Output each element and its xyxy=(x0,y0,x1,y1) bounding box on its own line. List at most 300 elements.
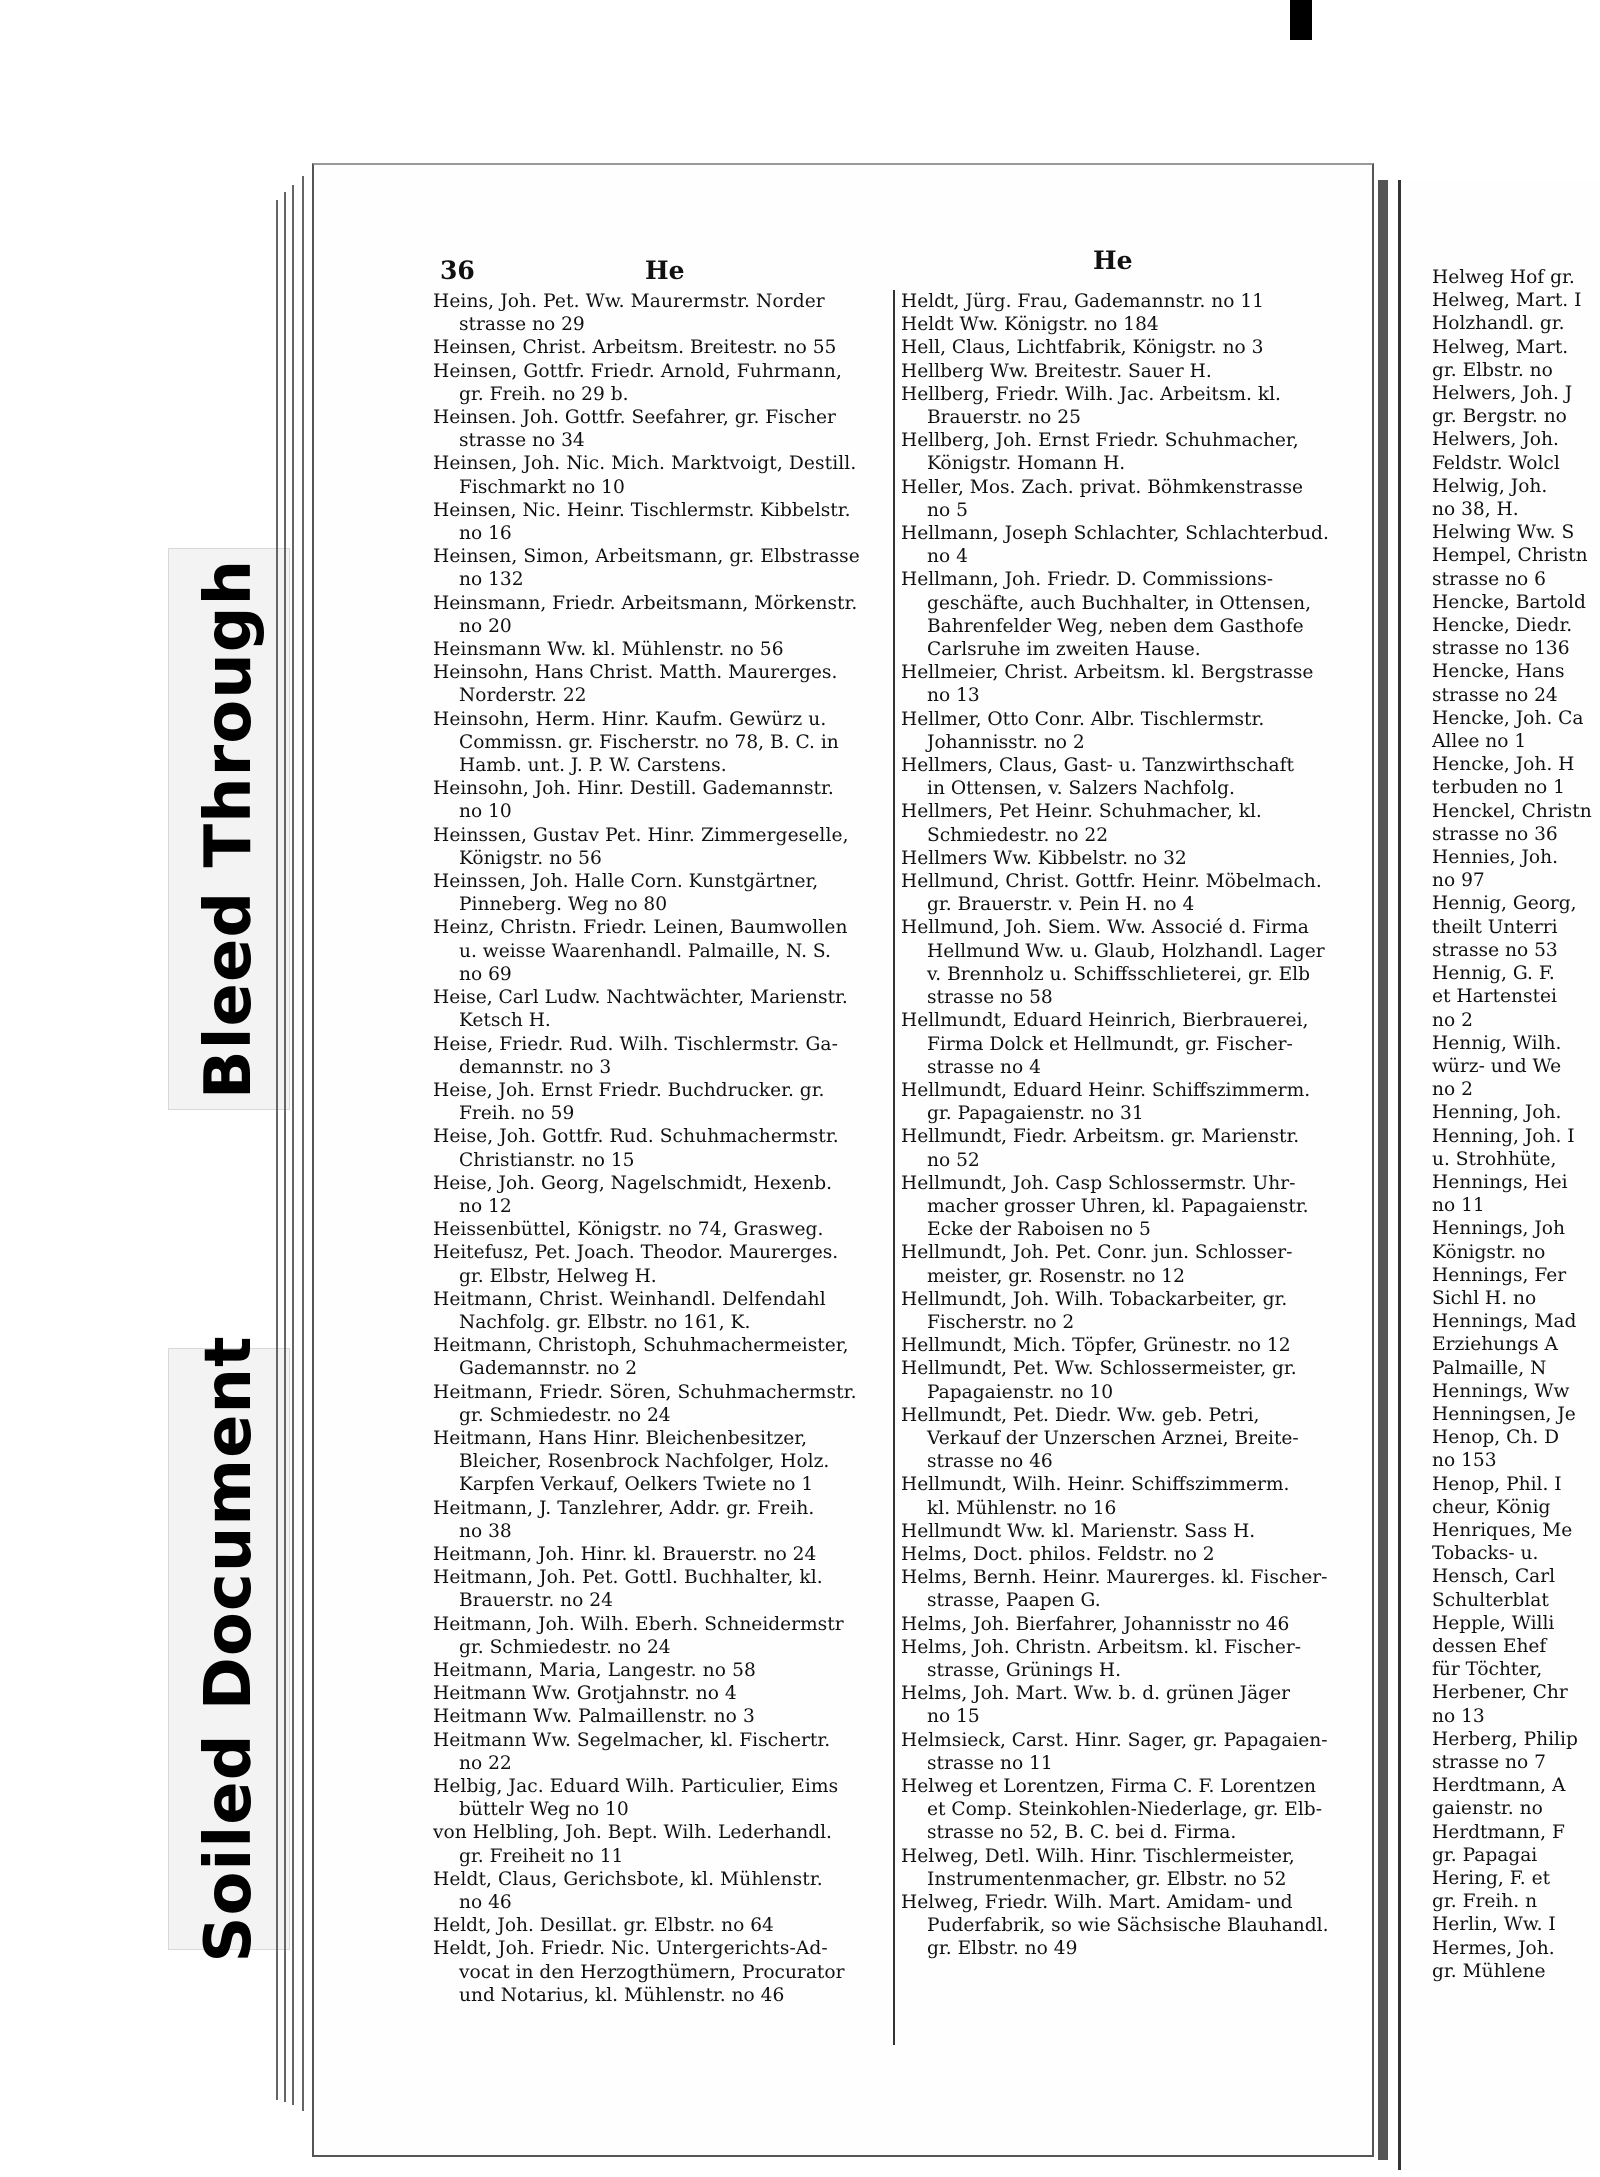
entry-name-line: Heldt, Joh. Friedr. Nic. Untergerichts-Ad- xyxy=(433,1938,828,1960)
entry-line: Herdtmann, A xyxy=(1432,1775,1566,1797)
directory-entry xyxy=(433,1033,895,1079)
directory-entry xyxy=(433,545,895,591)
entry-name-line: Hellmers, Pet Heinr. Schuhmacher, kl. xyxy=(901,801,1262,823)
entry-name-line: Heinsohn, Joh. Hinr. Destill. Gademannstr. xyxy=(433,778,834,800)
entry-line: gr. Freih. n xyxy=(1432,1891,1538,1913)
entry-name-line: Heinssen, Joh. Halle Corn. Kunstgärtner, xyxy=(433,871,819,893)
entry-line: Hermes, Joh. xyxy=(1432,1937,1555,1959)
directory-entry xyxy=(901,1520,1367,1543)
directory-entry xyxy=(433,1172,895,1218)
entry-name-line: Heissenbüttel, Königstr. no 74, Grasweg. xyxy=(433,1219,824,1241)
bleed-through-text: Bleed Through xyxy=(192,558,266,1100)
entry-continuation-line: no 52 xyxy=(927,1149,980,1171)
entry-name-line: Hellmundt Ww. kl. Marienstr. Sass H. xyxy=(901,1520,1256,1542)
entry-line: strasse no 6 xyxy=(1432,568,1546,590)
entry-name-line: Heitmann, Friedr. Sören, Schuhmachermstr. xyxy=(433,1381,857,1403)
directory-entry xyxy=(433,1868,895,1914)
entry-continuation-line: gr. Freih. no 29 b. xyxy=(459,383,629,405)
directory-entry xyxy=(433,661,895,707)
entry-name-line: von Helbling, Joh. Bept. Wilh. Lederhandl. xyxy=(433,1822,832,1844)
entry-line: Sichl H. no xyxy=(1432,1287,1537,1309)
entry-continuation-line: kl. Mühlenstr. no 16 xyxy=(927,1497,1117,1519)
entry-continuation-line: Firma Dolck et Hellmundt, gr. Fischer- xyxy=(927,1033,1293,1055)
entry-name-line: Helweg, Detl. Wilh. Hinr. Tischlermeister, xyxy=(901,1845,1295,1867)
entry-name-line: Heinsen, Christ. Arbeitsm. Breitestr. no 55 xyxy=(433,337,837,359)
entry-line: Helweg, Mart. xyxy=(1432,336,1569,358)
entry-line: Helwers, Joh. xyxy=(1432,429,1559,451)
entry-continuation-line: u. weisse Waarenhandl. Palmaille, N. S. xyxy=(459,940,831,962)
entry-continuation-line: gr. Schmiedestr. no 24 xyxy=(459,1636,671,1658)
directory-entry xyxy=(901,661,1367,707)
entry-line: Königstr. no xyxy=(1432,1241,1546,1263)
entry-line: theilt Unterri xyxy=(1432,916,1558,938)
directory-column-left xyxy=(433,290,895,2007)
entry-continuation-line: Brauerstr. no 24 xyxy=(459,1590,613,1612)
directory-entry xyxy=(901,1891,1367,1961)
entry-name-line: Heinsen. Joh. Gottfr. Seefahrer, gr. Fischer xyxy=(433,407,836,429)
directory-entry xyxy=(901,313,1367,336)
entry-line: Herlin, Ww. I xyxy=(1432,1914,1556,1936)
page-leaf-edge xyxy=(284,192,286,2102)
entry-name-line: Hellmundt, Eduard Heinr. Schiffszimmerm. xyxy=(901,1079,1311,1101)
entry-line: Hennig, G. F. xyxy=(1432,963,1555,985)
directory-entry xyxy=(433,452,895,498)
entry-name-line: Heldt, Claus, Gerichsbote, kl. Mühlenstr. xyxy=(433,1868,823,1890)
entry-continuation-line: strasse no 46 xyxy=(927,1451,1053,1473)
entry-continuation-line: Nachfolg. gr. Elbstr. no 161, K. xyxy=(459,1311,751,1333)
entry-name-line: Heinz, Christn. Friedr. Leinen, Baumwollen xyxy=(433,917,848,939)
entry-continuation-line: büttelr Weg no 10 xyxy=(459,1799,629,1821)
entry-continuation-line: no 20 xyxy=(459,615,512,637)
entry-name-line: Heinsen, Nic. Heinr. Tischlermstr. Kibbelstr. xyxy=(433,499,851,521)
entry-name-line: Helbig, Jac. Eduard Wilh. Particulier, Eims xyxy=(433,1776,839,1797)
directory-entry xyxy=(433,1821,895,1867)
entry-line: Allee no 1 xyxy=(1432,731,1527,753)
entry-line: Hencke, Hans xyxy=(1432,661,1565,683)
entry-continuation-line: Bleicher, Rosenbrock Nachfolger, Holz. xyxy=(459,1451,830,1473)
entry-name-line: Helms, Joh. Bierfahrer, Johannisstr no 46 xyxy=(901,1613,1290,1635)
entry-name-line: Heller, Mos. Zach. privat. Böhmkenstrasse xyxy=(901,476,1303,498)
directory-entry xyxy=(901,708,1367,754)
entry-name-line: Hellmundt, Pet. Diedr. Ww. geb. Petri, xyxy=(901,1404,1260,1426)
directory-entry xyxy=(901,870,1367,916)
entry-continuation-line: no 5 xyxy=(927,499,968,521)
directory-entry xyxy=(433,1288,895,1334)
entry-name-line: Heins, Joh. Pet. Ww. Maurermstr. Norder xyxy=(433,291,825,312)
entry-line: no 153 xyxy=(1432,1450,1497,1472)
entry-line: dessen Ehef xyxy=(1432,1635,1547,1657)
entry-name-line: Helms, Joh. Christn. Arbeitsm. kl. Fischer- xyxy=(901,1636,1302,1658)
entry-name-line: Heitmann, Hans Hinr. Bleichenbesitzer, xyxy=(433,1427,808,1449)
entry-continuation-line: Brauerstr. no 25 xyxy=(927,407,1081,429)
entry-continuation-line: Fischmarkt no 10 xyxy=(459,476,625,498)
entry-continuation-line: strasse no 4 xyxy=(927,1056,1041,1078)
entry-continuation-line: Norderstr. 22 xyxy=(459,685,587,707)
directory-entry xyxy=(433,1659,895,1682)
entry-name-line: Hellmundt, Eduard Heinrich, Bierbrauerei, xyxy=(901,1010,1309,1032)
entry-name-line: Heldt, Jürg. Frau, Gademannstr. no 11 xyxy=(901,291,1265,312)
entry-line: Palmaille, N xyxy=(1432,1357,1547,1379)
entry-name-line: Helms, Bernh. Heinr. Maurerges. kl. Fischer- xyxy=(901,1567,1328,1589)
entry-continuation-line: Ketsch H. xyxy=(459,1010,551,1032)
entry-continuation-line: no 69 xyxy=(459,963,512,985)
entry-continuation-line: meister, gr. Rosenstr. no 12 xyxy=(927,1265,1185,1287)
entry-line: Helwing Ww. S xyxy=(1432,522,1575,544)
entry-line: Hennies, Joh. xyxy=(1432,847,1559,869)
entry-name-line: Helweg, Friedr. Wilh. Mart. Amidam- und xyxy=(901,1892,1293,1914)
entry-name-line: Heitmann Ww. Grotjahnstr. no 4 xyxy=(433,1683,737,1705)
directory-entry xyxy=(901,1613,1367,1636)
entry-line: Hencke, Diedr. xyxy=(1432,615,1573,637)
entry-line: Hennings, Joh xyxy=(1432,1218,1565,1240)
entry-name-line: Hellmann, Joseph Schlachter, Schlachterbud. xyxy=(901,523,1329,545)
directory-entry xyxy=(901,429,1367,475)
entry-continuation-line: strasse no 11 xyxy=(927,1752,1053,1774)
entry-line: Henningsen, Je xyxy=(1432,1403,1576,1425)
directory-entry xyxy=(433,1334,895,1380)
directory-entry xyxy=(901,522,1367,568)
directory-entry xyxy=(433,499,895,545)
entry-line: Hennings, Ww xyxy=(1432,1380,1570,1402)
directory-entry xyxy=(901,1543,1367,1566)
entry-continuation-line: und Notarius, kl. Mühlenstr. no 46 xyxy=(459,1984,785,2006)
directory-entry xyxy=(433,824,895,870)
entry-line: für Töchter, xyxy=(1432,1659,1543,1681)
entry-continuation-line: Commissn. gr. Fischerstr. no 78, B. C. in xyxy=(459,731,839,753)
entry-line: Hennig, Wilh. xyxy=(1432,1032,1562,1054)
entry-continuation-line: gr. Elbstr. no 49 xyxy=(927,1938,1078,1960)
entry-continuation-line: strasse, Grünings H. xyxy=(927,1659,1121,1681)
entry-name-line: Hell, Claus, Lichtfabrik, Königstr. no 3 xyxy=(901,337,1264,359)
directory-entry xyxy=(433,1497,895,1543)
entry-continuation-line: Karpfen Verkauf, Oelkers Twiete no 1 xyxy=(459,1474,814,1496)
entry-name-line: Heinsen, Simon, Arbeitsmann, gr. Elbstrasse xyxy=(433,546,860,568)
entry-continuation-line: Gademannstr. no 2 xyxy=(459,1358,638,1380)
entry-name-line: Hellmundt, Joh. Wilh. Tobackarbeiter, gr. xyxy=(901,1288,1288,1310)
entry-continuation-line: no 13 xyxy=(927,685,980,707)
entry-continuation-line: Papagaienstr. no 10 xyxy=(927,1381,1114,1403)
entry-line: Helwig, Joh. xyxy=(1432,475,1548,497)
entry-line: gr. Mühlene xyxy=(1432,1960,1546,1982)
entry-name-line: Hellmers, Claus, Gast- u. Tanzwirthschaft xyxy=(901,755,1294,777)
entry-line: no 13 xyxy=(1432,1705,1485,1727)
directory-entry xyxy=(433,406,895,452)
directory-entry xyxy=(901,1636,1367,1682)
entry-line: Hering, F. et xyxy=(1432,1868,1551,1890)
directory-entry xyxy=(433,592,895,638)
entry-line: strasse no 136 xyxy=(1432,638,1570,660)
entry-name-line: Hellmundt, Mich. Töpfer, Grünestr. no 12 xyxy=(901,1335,1291,1357)
entry-line: no 97 xyxy=(1432,870,1485,892)
entry-continuation-line: no 4 xyxy=(927,546,968,568)
entry-name-line: Heitmann, Christ. Weinhandl. Delfendahl xyxy=(433,1288,826,1310)
directory-entry xyxy=(901,1566,1367,1612)
entry-name-line: Hellmers Ww. Kibbelstr. no 32 xyxy=(901,847,1187,869)
entry-line: würz- und We xyxy=(1432,1055,1562,1077)
directory-entry xyxy=(433,1218,895,1241)
entry-line: Helweg, Mart. I xyxy=(1432,290,1582,312)
entry-name-line: Heldt Ww. Königstr. no 184 xyxy=(901,314,1159,336)
entry-line: Hennings, Fer xyxy=(1432,1264,1567,1286)
entry-continuation-line: demannstr. no 3 xyxy=(459,1056,612,1078)
entry-name-line: Hellmund, Joh. Siem. Ww. Associé d. Firma xyxy=(901,917,1309,939)
directory-entry xyxy=(901,754,1367,800)
entry-name-line: Hellmundt, Fiedr. Arbeitsm. gr. Marienstr. xyxy=(901,1126,1300,1148)
directory-entry xyxy=(433,360,895,406)
directory-entry xyxy=(433,1705,895,1728)
directory-entry xyxy=(901,290,1367,313)
entry-name-line: Hellmundt, Pet. Ww. Schlossermeister, gr. xyxy=(901,1358,1297,1380)
entry-name-line: Heinsohn, Hans Christ. Matth. Maurerges. xyxy=(433,662,838,684)
entry-name-line: Heitmann, Joh. Hinr. kl. Brauerstr. no 24 xyxy=(433,1543,817,1565)
entry-line: Henckel, Christn xyxy=(1432,800,1592,822)
entry-line: Hennings, Hei xyxy=(1432,1171,1568,1193)
directory-entry xyxy=(901,916,1367,1009)
entry-continuation-line: no 38 xyxy=(459,1520,512,1542)
entry-line: terbuden no 1 xyxy=(1432,777,1565,799)
entry-line: strasse no 53 xyxy=(1432,939,1558,961)
right-heading: He xyxy=(1093,246,1133,275)
entry-name-line: Heinsen, Joh. Nic. Mich. Marktvoigt, Destill. xyxy=(433,453,857,475)
directory-entry xyxy=(433,1543,895,1566)
entry-name-line: Hellmeier, Christ. Arbeitsm. kl. Bergstrasse xyxy=(901,662,1314,684)
entry-line: gaienstr. no xyxy=(1432,1798,1543,1820)
entry-continuation-line: vocat in den Herzogthümern, Procurator xyxy=(459,1961,845,1983)
entry-continuation-line: Pinneberg. Weg no 80 xyxy=(459,894,668,916)
entry-name-line: Hellmundt, Joh. Casp Schlossermstr. Uhr- xyxy=(901,1172,1296,1194)
directory-entry xyxy=(901,336,1367,359)
entry-name-line: Heise, Joh. Georg, Nagelschmidt, Hexenb. xyxy=(433,1172,833,1194)
directory-entry xyxy=(901,1172,1367,1242)
entry-line: strasse no 24 xyxy=(1432,684,1558,706)
directory-entry xyxy=(901,476,1367,522)
directory-entry xyxy=(433,1914,895,1937)
entry-continuation-line: no 10 xyxy=(459,801,512,823)
directory-entry xyxy=(901,1775,1367,1845)
directory-entry xyxy=(433,638,895,661)
directory-entry xyxy=(901,1404,1367,1474)
directory-entry xyxy=(433,708,895,778)
entry-name-line: Heitmann Ww. Segelmacher, kl. Fischertr. xyxy=(433,1729,831,1751)
directory-entry xyxy=(433,1079,895,1125)
entry-continuation-line: et Comp. Steinkohlen-Niederlage, gr. Elb- xyxy=(927,1799,1322,1821)
entry-continuation-line: strasse no 34 xyxy=(459,430,585,452)
entry-name-line: Heise, Joh. Ernst Friedr. Buchdrucker. gr. xyxy=(433,1079,825,1101)
directory-entry xyxy=(433,1566,895,1612)
directory-entry xyxy=(433,1937,895,2007)
entry-name-line: Hellberg, Friedr. Wilh. Jac. Arbeitsm. kl. xyxy=(901,383,1281,405)
entry-name-line: Hellberg, Joh. Ernst Friedr. Schuhmacher, xyxy=(901,430,1299,452)
entry-name-line: Heitmann, J. Tanzlehrer, Addr. gr. Freih. xyxy=(433,1497,815,1519)
directory-entry xyxy=(901,568,1367,661)
directory-entry xyxy=(901,1288,1367,1334)
soiled-document-text: Soiled Document xyxy=(192,1335,266,1963)
directory-column-right xyxy=(1432,266,1600,1983)
entry-continuation-line: gr. Papagaienstr. no 31 xyxy=(927,1103,1144,1125)
entry-continuation-line: Carlsruhe im zweiten Hause. xyxy=(927,639,1201,661)
entry-continuation-line: Bahrenfelder Weg, neben dem Gasthofe xyxy=(927,615,1304,637)
entry-line: Holzhandl. gr. xyxy=(1432,313,1565,335)
entry-line: Hencke, Bartold xyxy=(1432,591,1586,613)
entry-continuation-line: v. Brennholz u. Schiffsschlieterei, gr. Elb xyxy=(927,963,1311,985)
entry-line: u. Strohhüte, xyxy=(1432,1148,1557,1170)
entry-name-line: Heinssen, Gustav Pet. Hinr. Zimmergeselle, xyxy=(433,824,849,846)
entry-line: Schulterblat xyxy=(1432,1589,1549,1611)
directory-entry xyxy=(901,383,1367,429)
entry-continuation-line: no 22 xyxy=(459,1752,512,1774)
entry-continuation-line: gr. Brauerstr. v. Pein H. no 4 xyxy=(927,894,1195,916)
entry-name-line: Heitmann, Christoph, Schuhmachermeister, xyxy=(433,1335,849,1357)
entry-name-line: Heldt, Joh. Desillat. gr. Elbstr. no 64 xyxy=(433,1915,774,1937)
entry-continuation-line: Königstr. Homann H. xyxy=(927,453,1126,475)
page-leaf-edge xyxy=(276,200,278,2100)
entry-line: Helwers, Joh. J xyxy=(1432,383,1573,405)
entry-continuation-line: Hamb. unt. J. P. W. Carstens. xyxy=(459,755,727,777)
entry-continuation-line: gr. Schmiedestr. no 24 xyxy=(459,1404,671,1426)
entry-name-line: Heitefusz, Pet. Joach. Theodor. Maurerges. xyxy=(433,1242,839,1264)
directory-entry xyxy=(901,1009,1367,1079)
directory-entry xyxy=(901,1241,1367,1287)
entry-continuation-line: strasse no 29 xyxy=(459,314,585,336)
entry-line: et Hartenstei xyxy=(1432,986,1557,1008)
entry-continuation-line: macher grosser Uhren, kl. Papagaienstr. xyxy=(927,1195,1309,1217)
entry-name-line: Helms, Doct. philos. Feldstr. no 2 xyxy=(901,1543,1215,1565)
entry-name-line: Heitmann Ww. Palmaillenstr. no 3 xyxy=(433,1706,755,1728)
directory-entry xyxy=(433,1775,895,1821)
book-edge-top xyxy=(1290,0,1312,40)
entry-continuation-line: strasse no 58 xyxy=(927,987,1053,1009)
entry-name-line: Heinsohn, Herm. Hinr. Kaufm. Gewürz u. xyxy=(433,708,827,730)
left-heading: He xyxy=(645,256,685,285)
directory-entry xyxy=(901,847,1367,870)
entry-continuation-line: no 132 xyxy=(459,569,524,591)
entry-line: no 2 xyxy=(1432,1079,1473,1101)
directory-entry xyxy=(433,1729,895,1775)
entry-name-line: Heitmann, Joh. Wilh. Eberh. Schneidermstr xyxy=(433,1613,844,1635)
directory-entry xyxy=(433,336,895,359)
entry-line: no 2 xyxy=(1432,1009,1473,1031)
entry-name-line: Hellmann, Joh. Friedr. D. Commissions- xyxy=(901,569,1274,591)
entry-continuation-line: gr. Elbstr, Helweg H. xyxy=(459,1265,657,1287)
entry-line: gr. Bergstr. no xyxy=(1432,406,1567,428)
entry-continuation-line: Schmiedestr. no 22 xyxy=(927,824,1109,846)
directory-entry xyxy=(433,777,895,823)
directory-entry xyxy=(901,1845,1367,1891)
directory-entry xyxy=(433,290,895,336)
entry-line: Herberg, Philip xyxy=(1432,1728,1578,1750)
bleed-through-label xyxy=(168,548,290,1110)
directory-entry xyxy=(901,360,1367,383)
entry-line: Hempel, Christn xyxy=(1432,545,1588,567)
entry-name-line: Heise, Joh. Gottfr. Rud. Schuhmachermstr. xyxy=(433,1126,839,1148)
entry-continuation-line: Königstr. no 56 xyxy=(459,847,602,869)
entry-name-line: Heise, Friedr. Rud. Wilh. Tischlermstr. Ga- xyxy=(433,1033,838,1055)
entry-line: Henop, Ch. D xyxy=(1432,1427,1560,1449)
entry-line: strasse no 7 xyxy=(1432,1752,1546,1773)
entry-line: Hepple, Willi xyxy=(1432,1612,1555,1634)
entry-line: no 38, H. xyxy=(1432,499,1519,521)
directory-entry xyxy=(433,1241,895,1287)
entry-continuation-line: Johannisstr. no 2 xyxy=(927,731,1085,753)
directory-entry xyxy=(433,870,895,916)
page-leaf-edge xyxy=(292,185,294,2105)
directory-column-middle xyxy=(893,290,1367,2045)
entry-line: Henriques, Me xyxy=(1432,1519,1573,1541)
directory-entry xyxy=(901,1473,1367,1519)
entry-name-line: Heinsmann, Friedr. Arbeitsmann, Mörkenstr. xyxy=(433,592,858,614)
entry-line: no 11 xyxy=(1432,1195,1485,1217)
entry-continuation-line: no 12 xyxy=(459,1195,512,1217)
directory-entry xyxy=(433,1427,895,1497)
entry-line: Hencke, Joh. Ca xyxy=(1432,707,1584,729)
entry-continuation-line: Christianstr. no 15 xyxy=(459,1149,635,1171)
directory-entry xyxy=(433,916,895,986)
directory-entry xyxy=(901,1729,1367,1775)
entry-name-line: Heinsmann Ww. kl. Mühlenstr. no 56 xyxy=(433,639,784,661)
directory-entry xyxy=(433,1613,895,1659)
entry-line: Hencke, Joh. H xyxy=(1432,754,1575,776)
entry-name-line: Hellberg Ww. Breitestr. Sauer H. xyxy=(901,360,1212,382)
directory-entry xyxy=(901,1357,1367,1403)
directory-entry xyxy=(901,1682,1367,1728)
entry-line: Henning, Joh. I xyxy=(1432,1125,1575,1147)
directory-entry xyxy=(901,1334,1367,1357)
directory-entry xyxy=(433,1125,895,1171)
entry-name-line: Heinsen, Gottfr. Friedr. Arnold, Fuhrmann, xyxy=(433,360,843,382)
entry-continuation-line: gr. Freiheit no 11 xyxy=(459,1845,624,1867)
entry-name-line: Hellmundt, Joh. Pet. Conr. jun. Schlosser- xyxy=(901,1242,1293,1264)
entry-line: strasse no 36 xyxy=(1432,823,1558,845)
entry-continuation-line: Puderfabrik, so wie Sächsische Blauhandl. xyxy=(927,1915,1329,1937)
entry-line: Herdtmann, F xyxy=(1432,1821,1565,1843)
entry-continuation-line: Verkauf der Unzerschen Arznei, Breite- xyxy=(927,1427,1299,1449)
directory-entry xyxy=(901,800,1367,846)
entry-continuation-line: no 15 xyxy=(927,1706,980,1728)
entry-line: Tobacks- u. xyxy=(1432,1543,1539,1565)
entry-line: Helweg Hof gr. xyxy=(1432,267,1575,288)
entry-continuation-line: Freih. no 59 xyxy=(459,1103,575,1125)
entry-continuation-line: geschäfte, auch Buchhalter, in Ottensen, xyxy=(927,592,1312,614)
page-number: 36 xyxy=(440,256,475,285)
soiled-document-label xyxy=(168,1335,290,1963)
entry-line: cheur, König xyxy=(1432,1496,1551,1518)
entry-continuation-line: no 46 xyxy=(459,1892,512,1914)
entry-line: Feldstr. Wolcl xyxy=(1432,452,1560,474)
entry-continuation-line: strasse no 52, B. C. bei d. Firma. xyxy=(927,1822,1237,1844)
entry-continuation-line: Fischerstr. no 2 xyxy=(927,1311,1075,1333)
entry-name-line: Helweg et Lorentzen, Firma C. F. Lorentzen xyxy=(901,1776,1316,1797)
entry-line: Henop, Phil. I xyxy=(1432,1473,1562,1495)
directory-entry xyxy=(433,986,895,1032)
entry-name-line: Heise, Carl Ludw. Nachtwächter, Marienstr. xyxy=(433,987,848,1009)
entry-line: Erziehungs A xyxy=(1432,1334,1558,1356)
entry-continuation-line: in Ottensen, v. Salzers Nachfolg. xyxy=(927,778,1235,800)
entry-name-line: Heitmann, Joh. Pet. Gottl. Buchhalter, kl. xyxy=(433,1567,823,1589)
entry-name-line: Hellmer, Otto Conr. Albr. Tischlermstr. xyxy=(901,708,1265,730)
entry-continuation-line: Ecke der Raboisen no 5 xyxy=(927,1219,1151,1241)
entry-line: Hennig, Georg, xyxy=(1432,893,1577,915)
entry-line: Hennings, Mad xyxy=(1432,1311,1577,1333)
entry-line: Herbener, Chr xyxy=(1432,1682,1568,1704)
entry-line: gr. Papagai xyxy=(1432,1844,1538,1866)
entry-name-line: Helms, Joh. Mart. Ww. b. d. grünen Jäger xyxy=(901,1683,1290,1705)
entry-line: Hensch, Carl xyxy=(1432,1566,1556,1588)
entry-continuation-line: Hellmund Ww. u. Glaub, Holzhandl. Lager xyxy=(927,940,1325,962)
book-spine xyxy=(1378,180,1388,2160)
entry-name-line: Hellmundt, Wilh. Heinr. Schiffszimmerm. xyxy=(901,1474,1290,1496)
directory-entry xyxy=(433,1381,895,1427)
page-leaf-edge xyxy=(302,176,304,2111)
